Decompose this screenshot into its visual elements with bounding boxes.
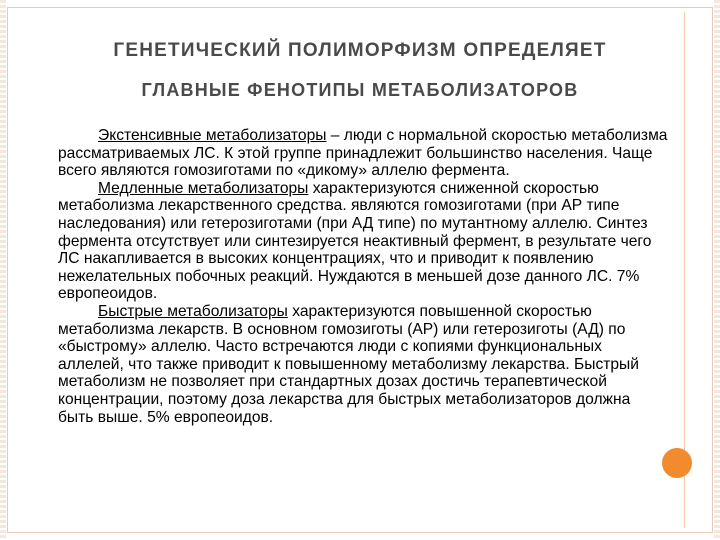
- paragraph-text: – люди с нормальной скоростью метаболизма рассматриваемых ЛС. К этой группе принадлежит большинство населения. Чаще всего являются гомозиготами по «дикому» аллелю фермента.: [58, 127, 668, 180]
- orange-circle-decoration: [662, 448, 692, 478]
- paragraph-text: характеризуются повышенной скоростью метаболизма лекарств. В основном гомозиготы (АР) или гетерозиготы (АД) по «быстрому» аллелю. Часто встречаются люди с копиями функциональных аллелей, что также приводит к повышенному метаболизму лекарства. Быстрый метаболизм не позволяет при стандартных дозах достичь терапевтической концентрации, поэтому доза лекарства для быстрых метаболизаторов должна быть выше. 5% европеоидов.: [58, 302, 639, 426]
- slide-body: [58, 127, 670, 426]
- paragraph-text: характеризуются сниженной скоростью метаболизма лекарственного средства. являются гомозиготами (при АР типе наследования) или гетерозиготами (при АД типе) по мутантному аллелю. Синтез фермента отсутствует или синтезируется неактивный фермент, в результате чего ЛС накапливается в высоких концентрациях, что и приводит к появлению нежелательных побочных реакций. Нуждаются в меньшей дозе данного ЛС. 7% европеоидов.: [58, 179, 652, 303]
- term-slow-metabolizers: Медленные метаболизаторы: [98, 179, 309, 197]
- paragraph-extensive: [58, 127, 670, 180]
- paragraph-fast: [58, 303, 670, 426]
- slide-title-line-2: ГЛАВНЫЕ ФЕНОТИПЫ МЕТАБОЛИЗАТОРОВ: [141, 80, 579, 100]
- term-fast-metabolizers: Быстрые метаболизаторы: [98, 302, 288, 320]
- slide-title-line-1: ГЕНЕТИЧЕСКИЙ ПОЛИМОРФИЗМ ОПРЕДЕЛЯЕТ: [113, 40, 607, 61]
- term-extensive-metabolizers: Экстенсивные метаболизаторы: [98, 127, 327, 144]
- paragraph-slow: [58, 180, 670, 303]
